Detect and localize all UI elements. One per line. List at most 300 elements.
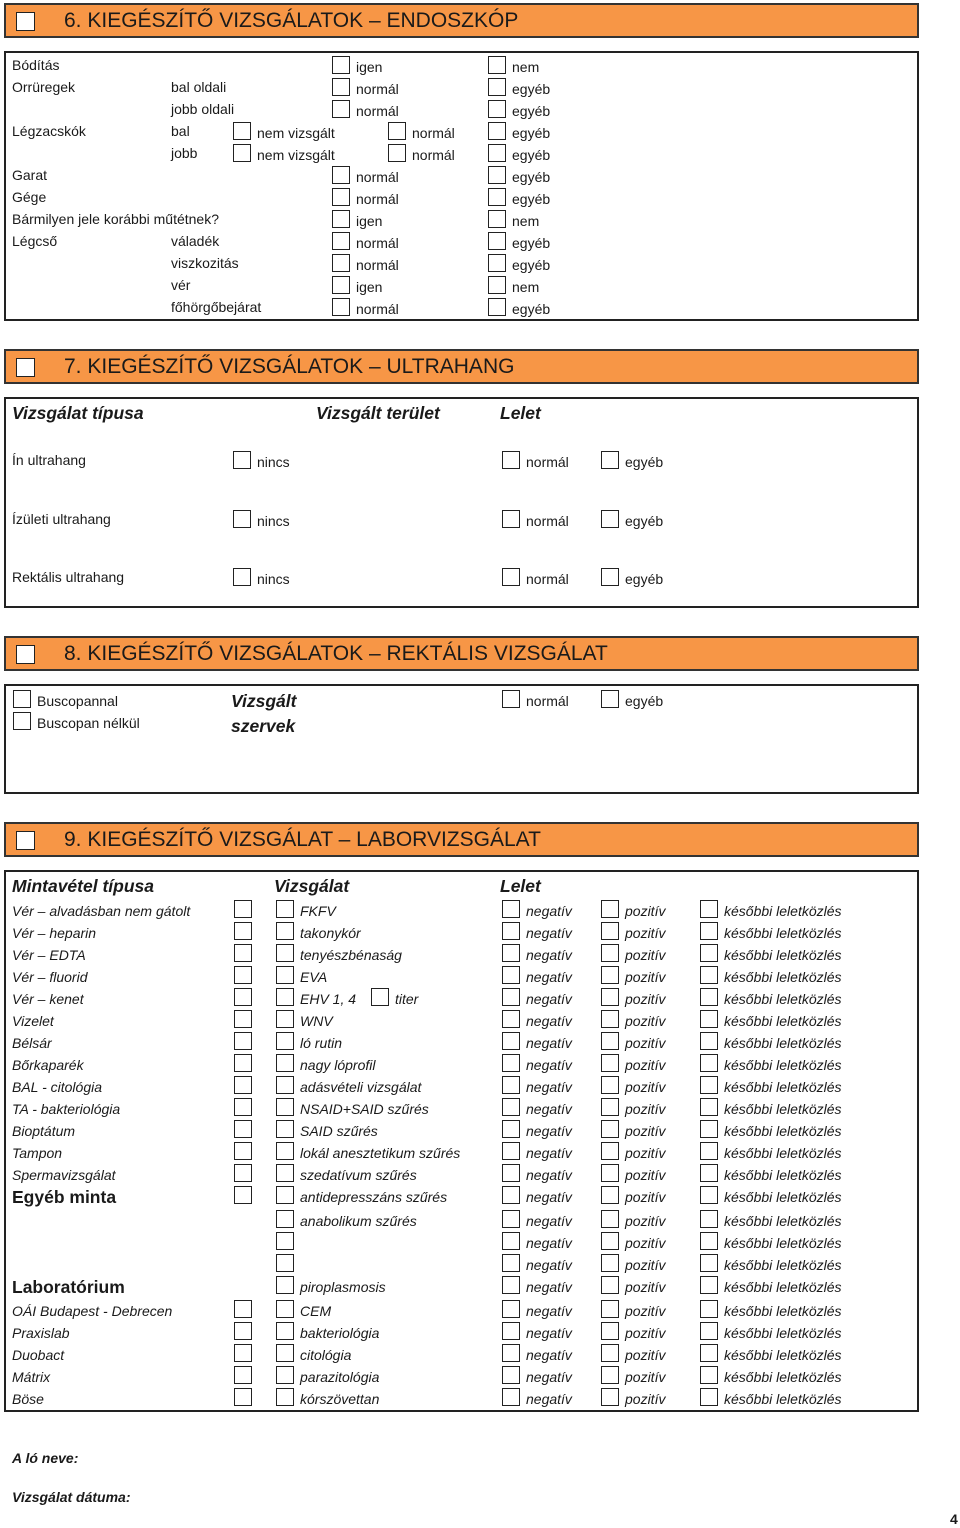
kesobbi-leletkozles-checkbox[interactable]	[700, 1010, 718, 1028]
section-8-header	[4, 636, 919, 671]
pozitiv-label: pozitív	[625, 1101, 666, 1117]
section-9-checkbox[interactable]	[16, 831, 35, 850]
sample-checkbox[interactable]	[234, 1120, 252, 1138]
option-egyeb: egyéb	[512, 81, 551, 97]
test-label: EVA	[300, 969, 328, 985]
section-8-checkbox[interactable]	[16, 645, 35, 664]
pozitiv-label: pozitív	[625, 1057, 666, 1073]
option-normal: normál	[412, 147, 455, 163]
negativ-label: negatív	[526, 947, 572, 963]
negativ-label: negatív	[526, 1235, 572, 1251]
pozitiv-label: pozitív	[625, 1079, 666, 1095]
pozitiv-checkbox[interactable]	[601, 1186, 619, 1204]
pozitiv-checkbox[interactable]	[601, 922, 619, 940]
legz-bal-egyeb-checkbox[interactable]	[488, 122, 506, 140]
kesobbi-leletkozles-checkbox[interactable]	[700, 900, 718, 918]
negativ-label: negatív	[526, 1101, 572, 1117]
us-row-normal-checkbox[interactable]	[502, 510, 520, 528]
section-8-box	[4, 684, 919, 794]
kesobbi-leletkozles-checkbox[interactable]	[700, 1210, 718, 1228]
test-checkbox[interactable]	[276, 1366, 294, 1384]
sample-checkbox[interactable]	[234, 1142, 252, 1160]
pozitiv-checkbox[interactable]	[601, 900, 619, 918]
option-egyeb: egyéb	[512, 147, 551, 163]
test-label: piroplasmosis	[300, 1279, 386, 1295]
pozitiv-label: pozitív	[625, 1369, 666, 1385]
kesobbi-leletkozles-checkbox[interactable]	[700, 1120, 718, 1138]
test-checkbox[interactable]	[276, 1276, 294, 1294]
pozitiv-checkbox[interactable]	[601, 1010, 619, 1028]
test-checkbox[interactable]	[276, 1010, 294, 1028]
kesobbi-leletkozles-checkbox[interactable]	[700, 1054, 718, 1072]
muteti-jel-nem-checkbox[interactable]	[488, 210, 506, 228]
sample-label: Vér – EDTA	[12, 947, 86, 963]
section-9-header	[4, 822, 919, 857]
test-label: EHV 1, 4	[300, 991, 357, 1007]
kesobbi-leletkozles-checkbox[interactable]	[700, 1142, 718, 1160]
kesobbi-leletkozles-label: későbbi leletközlés	[724, 1035, 842, 1051]
egyeb-minta-label: Egyéb minta	[12, 1187, 117, 1207]
us-row-egyeb-checkbox[interactable]	[601, 451, 619, 469]
pozitiv-checkbox[interactable]	[601, 1322, 619, 1340]
pozitiv-label: pozitív	[625, 903, 666, 919]
ver-nem-checkbox[interactable]	[488, 276, 506, 294]
kesobbi-leletkozles-label: későbbi leletközlés	[724, 1013, 842, 1029]
kesobbi-leletkozles-checkbox[interactable]	[700, 1388, 718, 1406]
pozitiv-checkbox[interactable]	[601, 966, 619, 984]
legz-jobb-egyeb-checkbox[interactable]	[488, 144, 506, 162]
test-checkbox[interactable]	[276, 1164, 294, 1182]
kesobbi-leletkozles-label: későbbi leletközlés	[724, 1303, 842, 1319]
test-checkbox[interactable]	[276, 900, 294, 918]
kesobbi-leletkozles-checkbox[interactable]	[700, 1300, 718, 1318]
negativ-label: negatív	[526, 1279, 572, 1295]
pozitiv-label: pozitív	[625, 1167, 666, 1183]
label-viszkozitas: viszkozitás	[171, 255, 239, 271]
test-checkbox[interactable]	[276, 1232, 294, 1250]
label-boditas: Bódítás	[12, 57, 60, 73]
sample-label: Vér – heparin	[12, 925, 97, 941]
sample-checkbox[interactable]	[234, 1010, 252, 1028]
kesobbi-leletkozles-checkbox[interactable]	[700, 1322, 718, 1340]
legz-bal-normal-checkbox[interactable]	[388, 122, 406, 140]
sample-label: BAL - citológia	[12, 1079, 103, 1095]
section-7-checkbox[interactable]	[16, 358, 35, 377]
pozitiv-label: pozitív	[625, 1325, 666, 1341]
section-6-box	[4, 51, 919, 321]
kesobbi-leletkozles-label: későbbi leletközlés	[724, 1189, 842, 1205]
pozitiv-checkbox[interactable]	[601, 1210, 619, 1228]
option-egyeb: egyéb	[512, 103, 551, 119]
option-normal: normál	[356, 257, 399, 273]
kesobbi-leletkozles-label: későbbi leletközlés	[724, 1145, 842, 1161]
negativ-checkbox[interactable]	[502, 1054, 520, 1072]
negativ-label: negatív	[526, 1347, 572, 1363]
test-checkbox[interactable]	[276, 988, 294, 1006]
test-checkbox[interactable]	[276, 1142, 294, 1160]
option-normal: normál	[526, 693, 569, 709]
option-normal: normál	[356, 103, 399, 119]
lab-checkbox[interactable]	[234, 1366, 252, 1384]
option-nincs: nincs	[257, 454, 290, 470]
test-label: citológia	[300, 1347, 352, 1363]
sample-label: Vér – kenet	[12, 991, 84, 1007]
titer-checkbox[interactable]	[371, 988, 389, 1006]
test-checkbox[interactable]	[276, 1076, 294, 1094]
pozitiv-checkbox[interactable]	[601, 1300, 619, 1318]
negativ-checkbox[interactable]	[502, 1300, 520, 1318]
negativ-checkbox[interactable]	[502, 966, 520, 984]
pozitiv-label: pozitív	[625, 1189, 666, 1205]
kesobbi-leletkozles-checkbox[interactable]	[700, 966, 718, 984]
pozitiv-label: pozitív	[625, 1303, 666, 1319]
pozitiv-checkbox[interactable]	[601, 1032, 619, 1050]
lab-label: Praxislab	[12, 1325, 70, 1341]
test-checkbox[interactable]	[276, 1344, 294, 1362]
option-normal: normál	[412, 125, 455, 141]
negativ-label: negatív	[526, 1079, 572, 1095]
negativ-label: negatív	[526, 903, 572, 919]
section-7-header	[4, 349, 919, 384]
negativ-label: negatív	[526, 1123, 572, 1139]
orr-jobb-normal-checkbox[interactable]	[332, 100, 350, 118]
negativ-checkbox[interactable]	[502, 1010, 520, 1028]
valadek-normal-checkbox[interactable]	[332, 232, 350, 250]
rektalis-egyeb-checkbox[interactable]	[601, 690, 619, 708]
legz-jobb-normal-checkbox[interactable]	[388, 144, 406, 162]
pozitiv-checkbox[interactable]	[601, 1098, 619, 1116]
test-checkbox[interactable]	[276, 1186, 294, 1204]
lo-neve-label: A ló neve:	[12, 1450, 79, 1466]
muteti-jel-igen-checkbox[interactable]	[332, 210, 350, 228]
kesobbi-leletkozles-label: későbbi leletközlés	[724, 903, 842, 919]
negativ-label: negatív	[526, 1167, 572, 1183]
kesobbi-leletkozles-checkbox[interactable]	[700, 944, 718, 962]
viszkozitas-egyeb-checkbox[interactable]	[488, 254, 506, 272]
option-normal: normál	[356, 191, 399, 207]
pozitiv-label: pozitív	[625, 1279, 666, 1295]
test-checkbox[interactable]	[276, 1254, 294, 1272]
negativ-checkbox[interactable]	[502, 900, 520, 918]
sample-checkbox[interactable]	[234, 966, 252, 984]
negativ-checkbox[interactable]	[502, 1322, 520, 1340]
test-label: nagy lóprofil	[300, 1057, 376, 1073]
ver-igen-checkbox[interactable]	[332, 276, 350, 294]
vizsgalat-datuma-label: Vizsgálat dátuma:	[12, 1489, 131, 1505]
test-label: anabolikum szűrés	[300, 1213, 417, 1229]
negativ-label: negatív	[526, 1391, 572, 1407]
kesobbi-leletkozles-label: későbbi leletközlés	[724, 969, 842, 985]
pozitiv-checkbox[interactable]	[601, 1254, 619, 1272]
negativ-checkbox[interactable]	[502, 944, 520, 962]
lab-label: OÁI Budapest - Debrecen	[12, 1303, 173, 1319]
option-nem: nem	[512, 213, 540, 229]
kesobbi-leletkozles-label: későbbi leletközlés	[724, 991, 842, 1007]
buscopan-nelkul-checkbox[interactable]	[13, 712, 31, 730]
test-label: parazitológia	[300, 1369, 380, 1385]
rektalis-normal-checkbox[interactable]	[502, 690, 520, 708]
pozitiv-checkbox[interactable]	[601, 1054, 619, 1072]
test-checkbox[interactable]	[276, 922, 294, 940]
test-label: SAID szűrés	[300, 1123, 378, 1139]
negativ-checkbox[interactable]	[502, 1344, 520, 1362]
kesobbi-leletkozles-checkbox[interactable]	[700, 1098, 718, 1116]
negativ-checkbox[interactable]	[502, 1232, 520, 1250]
sample-checkbox[interactable]	[234, 922, 252, 940]
pozitiv-checkbox[interactable]	[601, 1076, 619, 1094]
us-row-nincs-checkbox[interactable]	[233, 451, 251, 469]
option-normal: normál	[526, 513, 569, 529]
pozitiv-label: pozitív	[625, 1013, 666, 1029]
pozitiv-label: pozitív	[625, 1235, 666, 1251]
test-label: bakteriológia	[300, 1325, 380, 1341]
kesobbi-leletkozles-checkbox[interactable]	[700, 1164, 718, 1182]
kesobbi-leletkozles-checkbox[interactable]	[700, 922, 718, 940]
col-mintavetel-tipusa: Mintavétel típusa	[12, 876, 154, 896]
col-vizsgalat: Vizsgálat	[274, 876, 350, 896]
col-lelet: Lelet	[500, 403, 541, 423]
kesobbi-leletkozles-checkbox[interactable]	[700, 1276, 718, 1294]
pozitiv-label: pozitív	[625, 1145, 666, 1161]
test-label: lokál anesztetikum szűrés	[300, 1145, 461, 1161]
label-ver: vér	[171, 277, 191, 293]
pozitiv-checkbox[interactable]	[601, 1120, 619, 1138]
sample-checkbox[interactable]	[234, 1054, 252, 1072]
negativ-checkbox[interactable]	[502, 1076, 520, 1094]
valadek-egyeb-checkbox[interactable]	[488, 232, 506, 250]
boditas-igen-checkbox[interactable]	[332, 56, 350, 74]
kesobbi-leletkozles-label: későbbi leletközlés	[724, 1347, 842, 1363]
fohorgo-egyeb-checkbox[interactable]	[488, 298, 506, 316]
test-checkbox[interactable]	[276, 1210, 294, 1228]
fohorgo-normal-checkbox[interactable]	[332, 298, 350, 316]
sample-checkbox[interactable]	[234, 1164, 252, 1182]
label-barmilyen: Bármilyen jele korábbi műtétnek?	[12, 211, 219, 227]
option-egyeb: egyéb	[625, 454, 664, 470]
pozitiv-checkbox[interactable]	[601, 1366, 619, 1384]
negativ-checkbox[interactable]	[502, 1186, 520, 1204]
negativ-label: negatív	[526, 1257, 572, 1273]
orr-bal-egyeb-checkbox[interactable]	[488, 78, 506, 96]
pozitiv-checkbox[interactable]	[601, 1164, 619, 1182]
pozitiv-label: pozitív	[625, 1391, 666, 1407]
lab-checkbox[interactable]	[234, 1300, 252, 1318]
test-label: kórszövettan	[300, 1391, 380, 1407]
label-buscopannal: Buscopannal	[37, 693, 118, 709]
negativ-label: negatív	[526, 991, 572, 1007]
us-row-label: Ín ultrahang	[12, 452, 86, 468]
option-nem: nem	[512, 59, 540, 75]
negativ-label: negatív	[526, 1145, 572, 1161]
negativ-label: negatív	[526, 1325, 572, 1341]
pozitiv-checkbox[interactable]	[601, 1276, 619, 1294]
kesobbi-leletkozles-label: későbbi leletközlés	[724, 1079, 842, 1095]
page-number: 4	[950, 1511, 958, 1527]
negativ-label: negatív	[526, 1013, 572, 1029]
negativ-checkbox[interactable]	[502, 1164, 520, 1182]
negativ-label: negatív	[526, 1369, 572, 1385]
negativ-label: negatív	[526, 1213, 572, 1229]
test-checkbox[interactable]	[276, 1322, 294, 1340]
test-checkbox[interactable]	[276, 1098, 294, 1116]
label-garat: Garat	[12, 167, 48, 183]
label-legcso: Légcső	[12, 233, 58, 249]
negativ-checkbox[interactable]	[502, 1276, 520, 1294]
us-row-normal-checkbox[interactable]	[502, 451, 520, 469]
sample-label: Bélsár	[12, 1035, 52, 1051]
pozitiv-checkbox[interactable]	[601, 944, 619, 962]
kesobbi-leletkozles-checkbox[interactable]	[700, 1032, 718, 1050]
sample-checkbox[interactable]	[234, 988, 252, 1006]
sample-label: Bioptátum	[12, 1123, 76, 1139]
legz-bal-nem-vizsgalt-checkbox[interactable]	[233, 122, 251, 140]
section-7-box	[4, 397, 919, 608]
option-normal: normál	[356, 235, 399, 251]
us-row-normal-checkbox[interactable]	[502, 568, 520, 586]
negativ-checkbox[interactable]	[502, 1254, 520, 1272]
us-row-label: Rektális ultrahang	[12, 569, 125, 585]
pozitiv-label: pozitív	[625, 1347, 666, 1363]
label-fohorgobejarat: főhörgőbejárat	[171, 299, 262, 315]
option-normal: normál	[356, 169, 399, 185]
negativ-checkbox[interactable]	[502, 1388, 520, 1406]
negativ-checkbox[interactable]	[502, 1032, 520, 1050]
test-checkbox[interactable]	[276, 1120, 294, 1138]
negativ-label: negatív	[526, 1303, 572, 1319]
test-checkbox[interactable]	[276, 944, 294, 962]
legz-jobb-nem-vizsgalt-checkbox[interactable]	[233, 144, 251, 162]
option-nem-vizsgalt: nem vizsgált	[257, 147, 335, 163]
test-checkbox[interactable]	[276, 966, 294, 984]
option-normal: normál	[526, 571, 569, 587]
option-nem-vizsgalt: nem vizsgált	[257, 125, 335, 141]
us-row-nincs-checkbox[interactable]	[233, 510, 251, 528]
pozitiv-checkbox[interactable]	[601, 1388, 619, 1406]
negativ-label: negatív	[526, 1035, 572, 1051]
negativ-checkbox[interactable]	[502, 1366, 520, 1384]
pozitiv-checkbox[interactable]	[601, 1142, 619, 1160]
test-label: NSAID+SAID szűrés	[300, 1101, 429, 1117]
test-label: adásvételi vizsgálat	[300, 1079, 422, 1095]
negativ-checkbox[interactable]	[502, 1142, 520, 1160]
us-row-egyeb-checkbox[interactable]	[601, 510, 619, 528]
label-legzacskok: Légzacskók	[12, 123, 86, 139]
label-gege: Gége	[12, 189, 47, 205]
kesobbi-leletkozles-label: későbbi leletközlés	[724, 1123, 842, 1139]
label-bal: bal	[171, 123, 190, 139]
pozitiv-label: pozitív	[625, 1035, 666, 1051]
kesobbi-leletkozles-checkbox[interactable]	[700, 1254, 718, 1272]
garat-normal-checkbox[interactable]	[332, 166, 350, 184]
test-label: szedatívum szűrés	[300, 1167, 417, 1183]
kesobbi-leletkozles-checkbox[interactable]	[700, 1366, 718, 1384]
option-egyeb: egyéb	[625, 693, 664, 709]
boditas-nem-checkbox[interactable]	[488, 56, 506, 74]
test-label: antidepresszáns szűrés	[300, 1189, 448, 1205]
us-row-label: Ízületi ultrahang	[12, 511, 111, 527]
sample-label: TA - bakteriológia	[12, 1101, 121, 1117]
sample-checkbox[interactable]	[234, 1076, 252, 1094]
negativ-label: negatív	[526, 925, 572, 941]
sample-label: Vér – fluorid	[12, 969, 88, 985]
pozitiv-label: pozitív	[625, 1257, 666, 1273]
orr-bal-normal-checkbox[interactable]	[332, 78, 350, 96]
orr-jobb-egyeb-checkbox[interactable]	[488, 100, 506, 118]
pozitiv-checkbox[interactable]	[601, 1344, 619, 1362]
garat-egyeb-checkbox[interactable]	[488, 166, 506, 184]
test-label: takonykór	[300, 925, 361, 941]
negativ-checkbox[interactable]	[502, 1120, 520, 1138]
lab-checkbox[interactable]	[234, 1388, 252, 1406]
label-jobb: jobb	[171, 145, 198, 161]
egyeb-minta-checkbox[interactable]	[234, 1186, 252, 1204]
kesobbi-leletkozles-label: későbbi leletközlés	[724, 1057, 842, 1073]
lab-label: Mátrix	[12, 1369, 51, 1385]
sample-checkbox[interactable]	[234, 944, 252, 962]
lab-checkbox[interactable]	[234, 1322, 252, 1340]
kesobbi-leletkozles-checkbox[interactable]	[700, 1344, 718, 1362]
test-checkbox[interactable]	[276, 1300, 294, 1318]
buscopannal-checkbox[interactable]	[13, 690, 31, 708]
kesobbi-leletkozles-label: későbbi leletközlés	[724, 1391, 842, 1407]
kesobbi-leletkozles-checkbox[interactable]	[700, 1186, 718, 1204]
kesobbi-leletkozles-checkbox[interactable]	[700, 1232, 718, 1250]
option-igen: igen	[356, 59, 383, 75]
gege-normal-checkbox[interactable]	[332, 188, 350, 206]
pozitiv-label: pozitív	[625, 1123, 666, 1139]
option-igen: igen	[356, 213, 383, 229]
negativ-checkbox[interactable]	[502, 922, 520, 940]
sample-checkbox[interactable]	[234, 1032, 252, 1050]
sample-label: Vér – alvadásban nem gátolt	[12, 903, 191, 919]
section-6-checkbox[interactable]	[16, 12, 35, 31]
kesobbi-leletkozles-checkbox[interactable]	[700, 988, 718, 1006]
us-row-nincs-checkbox[interactable]	[233, 568, 251, 586]
kesobbi-leletkozles-label: későbbi leletközlés	[724, 1101, 842, 1117]
option-egyeb: egyéb	[512, 301, 551, 317]
lab-checkbox[interactable]	[234, 1344, 252, 1362]
pozitiv-label: pozitív	[625, 1213, 666, 1229]
kesobbi-leletkozles-label: későbbi leletközlés	[724, 1279, 842, 1295]
kesobbi-leletkozles-label: későbbi leletközlés	[724, 947, 842, 963]
option-igen: igen	[356, 279, 383, 295]
negativ-checkbox[interactable]	[502, 1210, 520, 1228]
test-label: WNV	[300, 1013, 333, 1029]
pozitiv-label: pozitív	[625, 969, 666, 985]
sample-label: Spermavizsgálat	[12, 1167, 116, 1183]
negativ-checkbox[interactable]	[502, 988, 520, 1006]
test-label: FKFV	[300, 903, 336, 919]
sample-checkbox[interactable]	[234, 900, 252, 918]
pozitiv-checkbox[interactable]	[601, 1232, 619, 1250]
us-row-egyeb-checkbox[interactable]	[601, 568, 619, 586]
option-nem: nem	[512, 279, 540, 295]
col-vizsgalat-tipusa: Vizsgálat típusa	[12, 403, 144, 423]
test-checkbox[interactable]	[276, 1388, 294, 1406]
label-vizsgalt: Vizsgált	[231, 691, 297, 711]
gege-egyeb-checkbox[interactable]	[488, 188, 506, 206]
option-egyeb: egyéb	[512, 125, 551, 141]
negativ-checkbox[interactable]	[502, 1098, 520, 1116]
pozitiv-checkbox[interactable]	[601, 988, 619, 1006]
viszkozitas-normal-checkbox[interactable]	[332, 254, 350, 272]
test-checkbox[interactable]	[276, 1032, 294, 1050]
option-egyeb: egyéb	[625, 571, 664, 587]
test-checkbox[interactable]	[276, 1054, 294, 1072]
kesobbi-leletkozles-label: későbbi leletközlés	[724, 1257, 842, 1273]
kesobbi-leletkozles-checkbox[interactable]	[700, 1076, 718, 1094]
sample-checkbox[interactable]	[234, 1098, 252, 1116]
